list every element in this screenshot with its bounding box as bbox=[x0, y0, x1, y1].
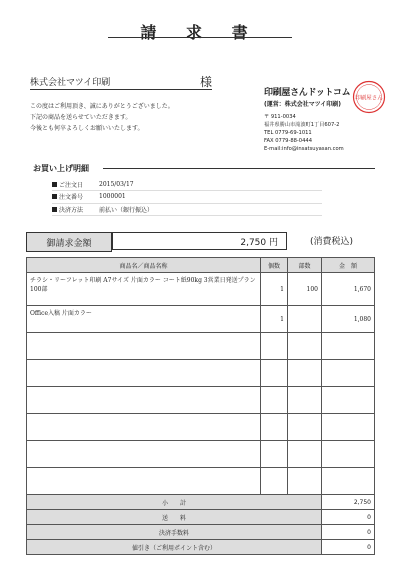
bullet-square-icon bbox=[52, 194, 57, 199]
item-name bbox=[27, 360, 261, 387]
table-row bbox=[27, 414, 375, 441]
item-name bbox=[27, 441, 261, 468]
item-qty bbox=[261, 333, 288, 360]
summary-label: 小 計 bbox=[27, 495, 322, 510]
item-name bbox=[27, 468, 261, 495]
table-row bbox=[27, 306, 375, 333]
summary-value: 0 bbox=[322, 525, 375, 540]
summary-row bbox=[27, 540, 375, 555]
table-row bbox=[27, 468, 375, 495]
item-name: Office入稿 片面カラー bbox=[27, 306, 261, 333]
detail-label: 決済方法 bbox=[59, 206, 84, 214]
item-amount bbox=[322, 441, 375, 468]
detail-divider bbox=[52, 215, 322, 216]
item-units bbox=[288, 441, 322, 468]
summary-value: 0 bbox=[322, 510, 375, 525]
detail-label: ご注文日 bbox=[59, 181, 84, 189]
total-amount: 2,750 円 bbox=[112, 232, 287, 250]
col-header-amount: 金 額 bbox=[322, 258, 375, 273]
item-qty bbox=[261, 414, 288, 441]
company-tel: TEL 0779-69-1011 bbox=[264, 130, 312, 136]
item-qty bbox=[261, 468, 288, 495]
detail-payment-method bbox=[52, 203, 153, 216]
company-email: E-mail:info@insatsuyasan.com bbox=[264, 146, 344, 152]
section-underline bbox=[103, 168, 375, 169]
company-contact bbox=[264, 113, 344, 153]
total-amount-box bbox=[26, 232, 374, 252]
item-units bbox=[288, 360, 322, 387]
order-details bbox=[52, 178, 153, 216]
detail-value: 2015/03/17 bbox=[99, 180, 134, 188]
item-amount bbox=[322, 468, 375, 495]
seal-text: 印刷屋さん bbox=[355, 95, 383, 102]
col-header-qty: 個数 bbox=[261, 258, 288, 273]
table-header-row bbox=[27, 258, 375, 273]
section-title: お買い上げ明細 bbox=[33, 164, 89, 173]
page-title: 請 求 書 bbox=[140, 23, 260, 42]
item-units bbox=[288, 468, 322, 495]
item-name bbox=[27, 333, 261, 360]
items-table bbox=[26, 257, 375, 555]
item-amount: 1,080 bbox=[322, 306, 375, 333]
col-header-units: 部数 bbox=[288, 258, 322, 273]
table-row bbox=[27, 273, 375, 306]
detail-label: 注文番号 bbox=[59, 194, 84, 202]
item-amount bbox=[322, 333, 375, 360]
title-underline bbox=[108, 37, 292, 38]
table-row bbox=[27, 360, 375, 387]
greeting-line: この度はご利用頂き、誠にありがとうございました。 bbox=[30, 103, 174, 110]
summary-label: 送 料 bbox=[27, 510, 322, 525]
item-units: 100 bbox=[288, 273, 322, 306]
item-amount: 1,670 bbox=[322, 273, 375, 306]
item-amount bbox=[322, 387, 375, 414]
summary-label: 値引き（ご利用ポイント含む） bbox=[27, 540, 322, 555]
company-seal-stamp bbox=[352, 80, 386, 114]
item-units bbox=[288, 414, 322, 441]
detail-divider bbox=[52, 190, 322, 191]
greeting-line: 下記の商品を送らせていただきます。 bbox=[30, 114, 132, 121]
customer-honorific: 様 bbox=[200, 75, 213, 89]
item-qty: 1 bbox=[261, 273, 288, 306]
item-units bbox=[288, 387, 322, 414]
company-postal: 〒 911-0034 bbox=[264, 114, 296, 120]
summary-label: 決済手数料 bbox=[27, 525, 322, 540]
summary-row bbox=[27, 495, 375, 510]
item-units bbox=[288, 306, 322, 333]
detail-order-number bbox=[52, 191, 153, 204]
company-address: 福井県勝山市滝波町1丁目607-2 bbox=[264, 122, 340, 128]
summary-row bbox=[27, 525, 375, 540]
detail-divider bbox=[52, 203, 322, 204]
item-qty bbox=[261, 441, 288, 468]
detail-value: 前払い（銀行振込） bbox=[99, 206, 154, 214]
summary-row bbox=[27, 510, 375, 525]
company-fax: FAX 0779-88-0444 bbox=[264, 138, 313, 144]
item-name bbox=[27, 414, 261, 441]
table-row bbox=[27, 387, 375, 414]
item-amount bbox=[322, 360, 375, 387]
summary-value: 0 bbox=[322, 540, 375, 555]
table-row bbox=[27, 441, 375, 468]
bullet-square-icon bbox=[52, 182, 57, 187]
detail-order-date bbox=[52, 178, 153, 191]
summary-value: 2,750 bbox=[322, 495, 375, 510]
customer-underline bbox=[30, 89, 212, 90]
greeting-text bbox=[30, 101, 174, 134]
bullet-square-icon bbox=[52, 207, 57, 212]
item-amount bbox=[322, 414, 375, 441]
company-name: 印刷屋さんドットコム bbox=[264, 88, 351, 98]
item-qty bbox=[261, 387, 288, 414]
item-qty bbox=[261, 360, 288, 387]
customer-name: 株式会社マツイ印刷 bbox=[30, 78, 111, 88]
item-qty: 1 bbox=[261, 306, 288, 333]
item-name bbox=[27, 387, 261, 414]
total-label: 御請求金額 bbox=[26, 232, 112, 252]
col-header-product: 商品名／商品名称 bbox=[27, 258, 261, 273]
table-row bbox=[27, 333, 375, 360]
greeting-line: 今後とも何卒よろしくお願いいたします。 bbox=[30, 125, 144, 132]
item-name: チラシ・リーフレット印刷 A7サイズ 片面カラー コート紙90kg 3営業日発送プラン 100部 bbox=[27, 273, 261, 306]
item-units bbox=[288, 333, 322, 360]
detail-value: 1000001 bbox=[99, 193, 126, 201]
tax-note: (消費税込) bbox=[310, 237, 354, 247]
company-operator: (運営：株式会社マツイ印刷) bbox=[264, 101, 342, 108]
